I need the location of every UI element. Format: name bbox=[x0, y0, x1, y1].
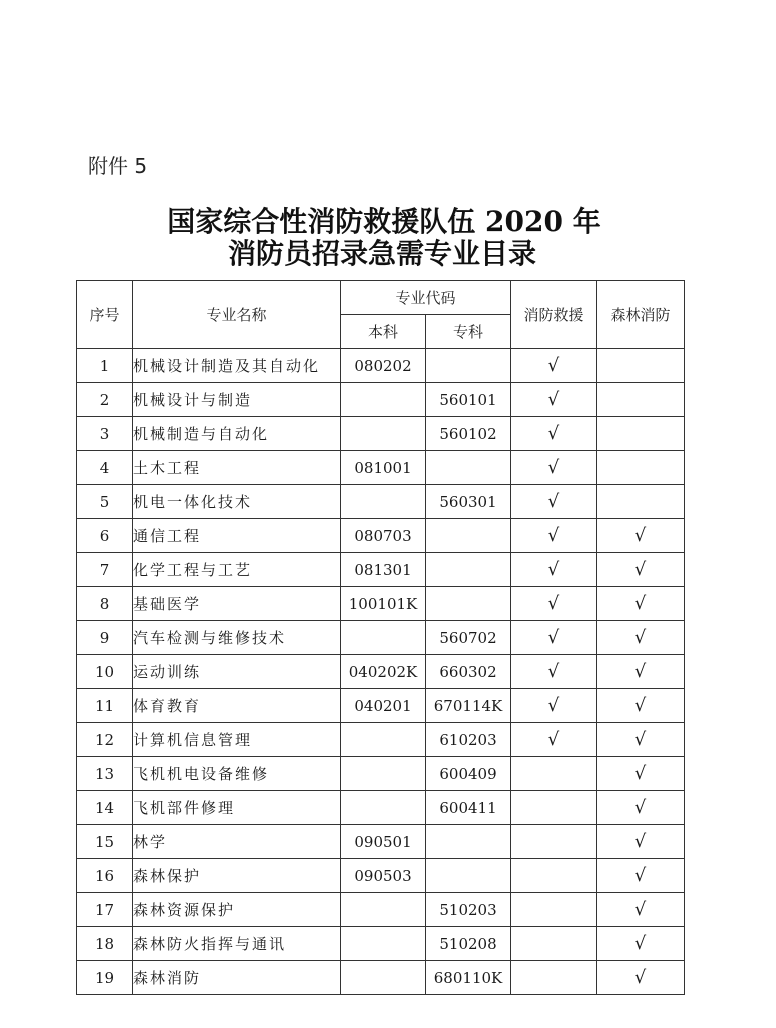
row-major-name: 体育教育 bbox=[133, 689, 341, 723]
table-row bbox=[77, 927, 685, 961]
row-bachelor-code: 100101K bbox=[341, 587, 426, 621]
table-row bbox=[77, 621, 685, 655]
row-major-name: 森林防火指挥与通讯 bbox=[133, 927, 341, 961]
row-junior-code: 560702 bbox=[426, 621, 511, 655]
row-junior-code bbox=[426, 519, 511, 553]
row-major-name: 基础医学 bbox=[133, 587, 341, 621]
table-row bbox=[77, 417, 685, 451]
row-forest-fire-mark bbox=[597, 417, 685, 451]
row-major-name: 汽车检测与维修技术 bbox=[133, 621, 341, 655]
row-junior-code: 600411 bbox=[426, 791, 511, 825]
row-forest-fire-mark: √ bbox=[597, 961, 685, 995]
row-major-name: 化学工程与工艺 bbox=[133, 553, 341, 587]
row-seq: 18 bbox=[77, 927, 133, 961]
row-forest-fire-mark bbox=[597, 383, 685, 417]
row-bachelor-code bbox=[341, 927, 426, 961]
row-fire-rescue-mark: √ bbox=[511, 553, 597, 587]
row-seq: 3 bbox=[77, 417, 133, 451]
row-bachelor-code bbox=[341, 723, 426, 757]
row-bachelor-code bbox=[341, 961, 426, 995]
row-junior-code: 670114K bbox=[426, 689, 511, 723]
row-seq: 15 bbox=[77, 825, 133, 859]
row-seq: 8 bbox=[77, 587, 133, 621]
row-junior-code bbox=[426, 825, 511, 859]
attachment-label: 附件 5 bbox=[88, 154, 148, 178]
row-junior-code bbox=[426, 587, 511, 621]
row-bachelor-code bbox=[341, 383, 426, 417]
row-major-name: 计算机信息管理 bbox=[133, 723, 341, 757]
row-bachelor-code: 080703 bbox=[341, 519, 426, 553]
row-junior-code: 560102 bbox=[426, 417, 511, 451]
row-bachelor-code: 080202 bbox=[341, 349, 426, 383]
table-row bbox=[77, 893, 685, 927]
row-fire-rescue-mark: √ bbox=[511, 451, 597, 485]
row-seq: 13 bbox=[77, 757, 133, 791]
header-major-name: 专业名称 bbox=[133, 281, 341, 349]
header-fire-rescue: 消防救援 bbox=[511, 281, 597, 349]
row-major-name: 运动训练 bbox=[133, 655, 341, 689]
row-seq: 1 bbox=[77, 349, 133, 383]
row-major-name: 林学 bbox=[133, 825, 341, 859]
row-major-name: 机械设计制造及其自动化 bbox=[133, 349, 341, 383]
row-fire-rescue-mark: √ bbox=[511, 723, 597, 757]
row-fire-rescue-mark bbox=[511, 791, 597, 825]
row-fire-rescue-mark bbox=[511, 961, 597, 995]
row-fire-rescue-mark: √ bbox=[511, 621, 597, 655]
row-forest-fire-mark: √ bbox=[597, 927, 685, 961]
table-row bbox=[77, 451, 685, 485]
row-junior-code bbox=[426, 451, 511, 485]
row-bachelor-code bbox=[341, 893, 426, 927]
row-seq: 16 bbox=[77, 859, 133, 893]
row-seq: 11 bbox=[77, 689, 133, 723]
row-seq: 5 bbox=[77, 485, 133, 519]
row-seq: 9 bbox=[77, 621, 133, 655]
row-bachelor-code bbox=[341, 485, 426, 519]
row-forest-fire-mark bbox=[597, 485, 685, 519]
table-row bbox=[77, 723, 685, 757]
row-seq: 12 bbox=[77, 723, 133, 757]
row-junior-code: 510208 bbox=[426, 927, 511, 961]
row-major-name: 机电一体化技术 bbox=[133, 485, 341, 519]
row-major-name: 森林资源保护 bbox=[133, 893, 341, 927]
row-fire-rescue-mark bbox=[511, 927, 597, 961]
table-row bbox=[77, 825, 685, 859]
row-bachelor-code bbox=[341, 757, 426, 791]
table-row bbox=[77, 757, 685, 791]
row-bachelor-code bbox=[341, 791, 426, 825]
row-fire-rescue-mark bbox=[511, 893, 597, 927]
row-forest-fire-mark bbox=[597, 349, 685, 383]
row-bachelor-code: 040202K bbox=[341, 655, 426, 689]
table-row bbox=[77, 349, 685, 383]
row-major-name: 飞机机电设备维修 bbox=[133, 757, 341, 791]
row-forest-fire-mark: √ bbox=[597, 757, 685, 791]
row-bachelor-code: 090501 bbox=[341, 825, 426, 859]
row-fire-rescue-mark: √ bbox=[511, 383, 597, 417]
row-fire-rescue-mark bbox=[511, 859, 597, 893]
row-junior-code: 600409 bbox=[426, 757, 511, 791]
row-major-name: 森林消防 bbox=[133, 961, 341, 995]
row-junior-code bbox=[426, 859, 511, 893]
row-fire-rescue-mark: √ bbox=[511, 519, 597, 553]
row-seq: 2 bbox=[77, 383, 133, 417]
row-bachelor-code: 040201 bbox=[341, 689, 426, 723]
row-fire-rescue-mark bbox=[511, 825, 597, 859]
row-bachelor-code bbox=[341, 621, 426, 655]
row-bachelor-code: 081001 bbox=[341, 451, 426, 485]
row-seq: 10 bbox=[77, 655, 133, 689]
row-forest-fire-mark: √ bbox=[597, 621, 685, 655]
row-fire-rescue-mark: √ bbox=[511, 587, 597, 621]
row-junior-code: 560301 bbox=[426, 485, 511, 519]
table-row bbox=[77, 519, 685, 553]
table-row bbox=[77, 383, 685, 417]
major-catalog-table bbox=[76, 280, 685, 995]
row-major-name: 飞机部件修理 bbox=[133, 791, 341, 825]
row-seq: 4 bbox=[77, 451, 133, 485]
header-bachelor: 本科 bbox=[341, 315, 426, 349]
row-major-name: 机械制造与自动化 bbox=[133, 417, 341, 451]
table-row bbox=[77, 485, 685, 519]
row-forest-fire-mark: √ bbox=[597, 825, 685, 859]
header-junior-college: 专科 bbox=[426, 315, 511, 349]
row-forest-fire-mark: √ bbox=[597, 893, 685, 927]
header-seq: 序号 bbox=[77, 281, 133, 349]
row-forest-fire-mark: √ bbox=[597, 689, 685, 723]
row-seq: 19 bbox=[77, 961, 133, 995]
row-junior-code: 660302 bbox=[426, 655, 511, 689]
row-seq: 6 bbox=[77, 519, 133, 553]
row-junior-code bbox=[426, 349, 511, 383]
row-fire-rescue-mark bbox=[511, 757, 597, 791]
row-junior-code: 510203 bbox=[426, 893, 511, 927]
row-bachelor-code bbox=[341, 417, 426, 451]
row-seq: 17 bbox=[77, 893, 133, 927]
table-row bbox=[77, 961, 685, 995]
row-forest-fire-mark: √ bbox=[597, 553, 685, 587]
table-row bbox=[77, 859, 685, 893]
document-title-line-1: 国家综合性消防救援队伍 2020 年 bbox=[167, 205, 601, 238]
row-forest-fire-mark: √ bbox=[597, 587, 685, 621]
row-seq: 14 bbox=[77, 791, 133, 825]
row-forest-fire-mark: √ bbox=[597, 655, 685, 689]
row-forest-fire-mark bbox=[597, 451, 685, 485]
row-junior-code: 560101 bbox=[426, 383, 511, 417]
row-forest-fire-mark: √ bbox=[597, 859, 685, 893]
table-row bbox=[77, 655, 685, 689]
row-fire-rescue-mark: √ bbox=[511, 655, 597, 689]
row-fire-rescue-mark: √ bbox=[511, 417, 597, 451]
row-bachelor-code: 090503 bbox=[341, 859, 426, 893]
row-fire-rescue-mark: √ bbox=[511, 349, 597, 383]
row-seq: 7 bbox=[77, 553, 133, 587]
row-major-name: 通信工程 bbox=[133, 519, 341, 553]
table-body bbox=[77, 349, 685, 995]
row-forest-fire-mark: √ bbox=[597, 791, 685, 825]
table-row bbox=[77, 791, 685, 825]
row-fire-rescue-mark: √ bbox=[511, 689, 597, 723]
header-major-code: 专业代码 bbox=[341, 281, 511, 315]
row-junior-code bbox=[426, 553, 511, 587]
table-row bbox=[77, 587, 685, 621]
row-junior-code: 680110K bbox=[426, 961, 511, 995]
header-forest-fire: 森林消防 bbox=[597, 281, 685, 349]
row-junior-code: 610203 bbox=[426, 723, 511, 757]
table-row bbox=[77, 689, 685, 723]
row-bachelor-code: 081301 bbox=[341, 553, 426, 587]
row-forest-fire-mark: √ bbox=[597, 519, 685, 553]
table-row bbox=[77, 553, 685, 587]
row-major-name: 森林保护 bbox=[133, 859, 341, 893]
row-major-name: 机械设计与制造 bbox=[133, 383, 341, 417]
row-fire-rescue-mark: √ bbox=[511, 485, 597, 519]
document-title-line-2: 消防员招录急需专业目录 bbox=[227, 237, 536, 270]
row-major-name: 土木工程 bbox=[133, 451, 341, 485]
row-forest-fire-mark: √ bbox=[597, 723, 685, 757]
